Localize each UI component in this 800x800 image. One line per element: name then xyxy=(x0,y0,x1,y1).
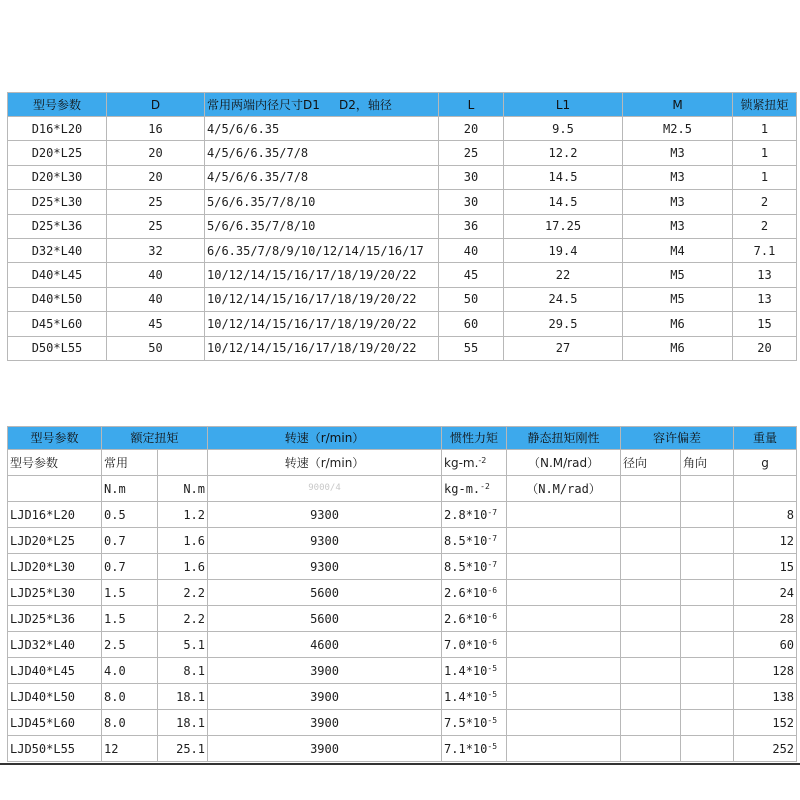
header-speed: 转速（r/min） xyxy=(208,427,442,450)
l-cell: 25 xyxy=(439,141,504,165)
radial-cell xyxy=(621,710,681,736)
table-row xyxy=(8,214,797,238)
common-torque-cell: 8.0 xyxy=(102,684,158,710)
l1-cell: 12.2 xyxy=(504,141,623,165)
m-cell: M4 xyxy=(623,238,733,262)
header-l: L xyxy=(439,93,504,117)
d-cell: 25 xyxy=(107,190,205,214)
model-cell: LJD40*L45 xyxy=(8,658,102,684)
max-torque-cell: 2.2 xyxy=(158,606,208,632)
header-torque: 锁紧扭矩 xyxy=(733,93,797,117)
angular-cell xyxy=(681,736,734,762)
stiffness-cell xyxy=(507,658,621,684)
torque-cell: 1 xyxy=(733,165,797,189)
subheader-nm-max: N.m xyxy=(158,476,208,502)
max-torque-cell: 2.2 xyxy=(158,580,208,606)
table-row xyxy=(8,736,797,762)
stiffness-cell xyxy=(507,554,621,580)
bore-cell: 6/6.35/7/8/9/10/12/14/15/16/17 xyxy=(205,238,439,262)
stiffness-cell xyxy=(507,606,621,632)
table-row xyxy=(8,287,797,311)
model-cell: LJD32*L40 xyxy=(8,632,102,658)
max-torque-cell: 25.1 xyxy=(158,736,208,762)
max-torque-cell: 1.2 xyxy=(158,502,208,528)
subheader-radial: 径向 xyxy=(621,450,681,476)
bottom-divider xyxy=(0,763,800,765)
l-cell: 60 xyxy=(439,312,504,336)
d-cell: 40 xyxy=(107,263,205,287)
subheader-nm-common: N.m xyxy=(102,476,158,502)
l1-cell: 29.5 xyxy=(504,312,623,336)
max-torque-cell: 1.6 xyxy=(158,528,208,554)
l1-cell: 14.5 xyxy=(504,165,623,189)
stiffness-cell xyxy=(507,502,621,528)
weight-cell: 8 xyxy=(734,502,797,528)
stiffness-cell xyxy=(507,684,621,710)
l-cell: 55 xyxy=(439,336,504,360)
inertia-cell: $8.5*10^{-7}$ xyxy=(442,528,507,554)
d-cell: 20 xyxy=(107,141,205,165)
radial-cell xyxy=(621,606,681,632)
weight-cell: 128 xyxy=(734,658,797,684)
radial-cell xyxy=(621,502,681,528)
header-weight: 重量 xyxy=(734,427,797,450)
subheader-blank xyxy=(734,476,797,502)
table-row xyxy=(8,238,797,262)
header-stiffness: 静态扭矩刚性 xyxy=(507,427,621,450)
m-cell: M3 xyxy=(623,214,733,238)
subheader-blank xyxy=(158,450,208,476)
table-row xyxy=(8,165,797,189)
radial-cell xyxy=(621,554,681,580)
max-torque-cell: 1.6 xyxy=(158,554,208,580)
m-cell: M3 xyxy=(623,141,733,165)
l-cell: 50 xyxy=(439,287,504,311)
weight-cell: 24 xyxy=(734,580,797,606)
angular-cell xyxy=(681,554,734,580)
torque-cell: 13 xyxy=(733,287,797,311)
inertia-cell: $1.4*10^{-5}$ xyxy=(442,684,507,710)
model-cell: LJD40*L50 xyxy=(8,684,102,710)
l1-cell: 22 xyxy=(504,263,623,287)
header-d: D xyxy=(107,93,205,117)
speed-cell: 9300 xyxy=(208,554,442,580)
model-cell: D20*L25 xyxy=(8,141,107,165)
angular-cell xyxy=(681,658,734,684)
model-cell: LJD25*L36 xyxy=(8,606,102,632)
table-row xyxy=(8,710,797,736)
stiffness-cell xyxy=(507,710,621,736)
speed-cell: 3900 xyxy=(208,710,442,736)
stiffness-cell xyxy=(507,736,621,762)
header-model: 型号参数 xyxy=(8,93,107,117)
torque-cell: 2 xyxy=(733,214,797,238)
d-cell: 16 xyxy=(107,117,205,141)
performance-table xyxy=(7,426,797,762)
l1-cell: 17.25 xyxy=(504,214,623,238)
l1-cell: 9.5 xyxy=(504,117,623,141)
speed-cell: 9300 xyxy=(208,502,442,528)
subheader-weight-unit: g xyxy=(734,450,797,476)
table-row xyxy=(8,117,797,141)
table-row xyxy=(8,684,797,710)
subheader-blank xyxy=(621,476,681,502)
l1-cell: 19.4 xyxy=(504,238,623,262)
dimension-table xyxy=(7,92,797,361)
model-cell: D32*L40 xyxy=(8,238,107,262)
common-torque-cell: 8.0 xyxy=(102,710,158,736)
table-row xyxy=(8,632,797,658)
l-cell: 30 xyxy=(439,190,504,214)
table-row xyxy=(8,580,797,606)
d-cell: 50 xyxy=(107,336,205,360)
angular-cell xyxy=(681,710,734,736)
subheader-inertia: kg-m.$^{-2}$ xyxy=(442,450,507,476)
table-row xyxy=(8,528,797,554)
subheader-faint-speed: 9000/4 xyxy=(208,476,442,502)
weight-cell: 60 xyxy=(734,632,797,658)
subheader-blank xyxy=(681,476,734,502)
torque-cell: 13 xyxy=(733,263,797,287)
speed-cell: 4600 xyxy=(208,632,442,658)
m-cell: M5 xyxy=(623,263,733,287)
angular-cell xyxy=(681,580,734,606)
common-torque-cell: 1.5 xyxy=(102,580,158,606)
subheader-common: 常用 xyxy=(102,450,158,476)
model-cell: D45*L60 xyxy=(8,312,107,336)
angular-cell xyxy=(681,606,734,632)
table-row xyxy=(8,190,797,214)
l-cell: 36 xyxy=(439,214,504,238)
subheader-stiffness: （N.M/rad） xyxy=(507,450,621,476)
radial-cell xyxy=(621,528,681,554)
common-torque-cell: 0.7 xyxy=(102,528,158,554)
inertia-cell: $2.6*10^{-6}$ xyxy=(442,580,507,606)
bore-cell: 4/5/6/6.35 xyxy=(205,117,439,141)
stiffness-cell xyxy=(507,580,621,606)
header-model: 型号参数 xyxy=(8,427,102,450)
speed-cell: 9300 xyxy=(208,528,442,554)
table-row xyxy=(8,141,797,165)
max-torque-cell: 18.1 xyxy=(158,684,208,710)
bore-cell: 5/6/6.35/7/8/10 xyxy=(205,214,439,238)
l-cell: 40 xyxy=(439,238,504,262)
torque-cell: 1 xyxy=(733,141,797,165)
torque-cell: 7.1 xyxy=(733,238,797,262)
common-torque-cell: 1.5 xyxy=(102,606,158,632)
inertia-cell: $7.1*10^{-5}$ xyxy=(442,736,507,762)
model-cell: LJD45*L60 xyxy=(8,710,102,736)
subheader-speed: 转速（r/min） xyxy=(208,450,442,476)
l1-cell: 27 xyxy=(504,336,623,360)
model-cell: LJD20*L25 xyxy=(8,528,102,554)
inertia-cell: $2.8*10^{-7}$ xyxy=(442,502,507,528)
weight-cell: 28 xyxy=(734,606,797,632)
l-cell: 20 xyxy=(439,117,504,141)
d-cell: 40 xyxy=(107,287,205,311)
torque-cell: 20 xyxy=(733,336,797,360)
d-cell: 25 xyxy=(107,214,205,238)
radial-cell xyxy=(621,684,681,710)
subheader-row-2 xyxy=(8,476,797,502)
d-cell: 20 xyxy=(107,165,205,189)
model-cell: LJD50*L55 xyxy=(8,736,102,762)
radial-cell xyxy=(621,736,681,762)
header-rated-torque: 额定扭矩 xyxy=(102,427,208,450)
speed-cell: 5600 xyxy=(208,580,442,606)
radial-cell xyxy=(621,580,681,606)
performance-table-header xyxy=(8,427,797,450)
model-cell: LJD16*L20 xyxy=(8,502,102,528)
weight-cell: 152 xyxy=(734,710,797,736)
header-l1: L1 xyxy=(504,93,623,117)
subheader-model: 型号参数 xyxy=(8,450,102,476)
angular-cell xyxy=(681,502,734,528)
bore-cell: 10/12/14/15/16/17/18/19/20/22 xyxy=(205,336,439,360)
model-cell: D50*L55 xyxy=(8,336,107,360)
speed-cell: 5600 xyxy=(208,606,442,632)
model-cell: D40*L50 xyxy=(8,287,107,311)
header-m: M xyxy=(623,93,733,117)
stiffness-cell xyxy=(507,528,621,554)
l1-cell: 14.5 xyxy=(504,190,623,214)
subheader-row-1 xyxy=(8,450,797,476)
m-cell: M3 xyxy=(623,190,733,214)
max-torque-cell: 5.1 xyxy=(158,632,208,658)
weight-cell: 138 xyxy=(734,684,797,710)
inertia-cell: $2.6*10^{-6}$ xyxy=(442,606,507,632)
dimension-table-header xyxy=(8,93,797,117)
model-cell: D16*L20 xyxy=(8,117,107,141)
header-tolerance: 容许偏差 xyxy=(621,427,734,450)
table-row xyxy=(8,658,797,684)
common-torque-cell: 0.7 xyxy=(102,554,158,580)
bore-cell: 10/12/14/15/16/17/18/19/20/22 xyxy=(205,263,439,287)
m-cell: M6 xyxy=(623,336,733,360)
inertia-cell: $7.0*10^{-6}$ xyxy=(442,632,507,658)
angular-cell xyxy=(681,632,734,658)
m-cell: M3 xyxy=(623,165,733,189)
weight-cell: 252 xyxy=(734,736,797,762)
d-cell: 32 xyxy=(107,238,205,262)
common-torque-cell: 12 xyxy=(102,736,158,762)
model-cell: D25*L30 xyxy=(8,190,107,214)
bore-cell: 10/12/14/15/16/17/18/19/20/22 xyxy=(205,287,439,311)
speed-cell: 3900 xyxy=(208,658,442,684)
model-cell: LJD20*L30 xyxy=(8,554,102,580)
header-bore: 常用两端内径尺寸D1 D2，轴径 xyxy=(205,93,439,117)
weight-cell: 15 xyxy=(734,554,797,580)
m-cell: M2.5 xyxy=(623,117,733,141)
bore-cell: 4/5/6/6.35/7/8 xyxy=(205,141,439,165)
table-row xyxy=(8,336,797,360)
table-row xyxy=(8,502,797,528)
stiffness-cell xyxy=(507,632,621,658)
table-row xyxy=(8,606,797,632)
model-cell: D25*L36 xyxy=(8,214,107,238)
model-cell: D20*L30 xyxy=(8,165,107,189)
radial-cell xyxy=(621,658,681,684)
d-cell: 45 xyxy=(107,312,205,336)
speed-cell: 3900 xyxy=(208,736,442,762)
speed-cell: 3900 xyxy=(208,684,442,710)
l1-cell: 24.5 xyxy=(504,287,623,311)
max-torque-cell: 18.1 xyxy=(158,710,208,736)
table-row xyxy=(8,263,797,287)
table-row xyxy=(8,312,797,336)
bore-cell: 4/5/6/6.35/7/8 xyxy=(205,165,439,189)
l-cell: 30 xyxy=(439,165,504,189)
subheader-inertia-2: kg-m.$^{-2}$ xyxy=(442,476,507,502)
subheader-blank xyxy=(8,476,102,502)
bore-cell: 5/6/6.35/7/8/10 xyxy=(205,190,439,214)
l-cell: 45 xyxy=(439,263,504,287)
table-row xyxy=(8,554,797,580)
model-cell: D40*L45 xyxy=(8,263,107,287)
subheader-angular: 角向 xyxy=(681,450,734,476)
bore-cell: 10/12/14/15/16/17/18/19/20/22 xyxy=(205,312,439,336)
subheader-stiffness-2: （N.M/rad） xyxy=(507,476,621,502)
angular-cell xyxy=(681,528,734,554)
torque-cell: 1 xyxy=(733,117,797,141)
inertia-cell: $1.4*10^{-5}$ xyxy=(442,658,507,684)
inertia-cell: $7.5*10^{-5}$ xyxy=(442,710,507,736)
common-torque-cell: 4.0 xyxy=(102,658,158,684)
weight-cell: 12 xyxy=(734,528,797,554)
inertia-cell: $8.5*10^{-7}$ xyxy=(442,554,507,580)
max-torque-cell: 8.1 xyxy=(158,658,208,684)
header-inertia: 惯性力矩 xyxy=(442,427,507,450)
model-cell: LJD25*L30 xyxy=(8,580,102,606)
common-torque-cell: 2.5 xyxy=(102,632,158,658)
m-cell: M5 xyxy=(623,287,733,311)
common-torque-cell: 0.5 xyxy=(102,502,158,528)
radial-cell xyxy=(621,632,681,658)
m-cell: M6 xyxy=(623,312,733,336)
torque-cell: 2 xyxy=(733,190,797,214)
torque-cell: 15 xyxy=(733,312,797,336)
angular-cell xyxy=(681,684,734,710)
